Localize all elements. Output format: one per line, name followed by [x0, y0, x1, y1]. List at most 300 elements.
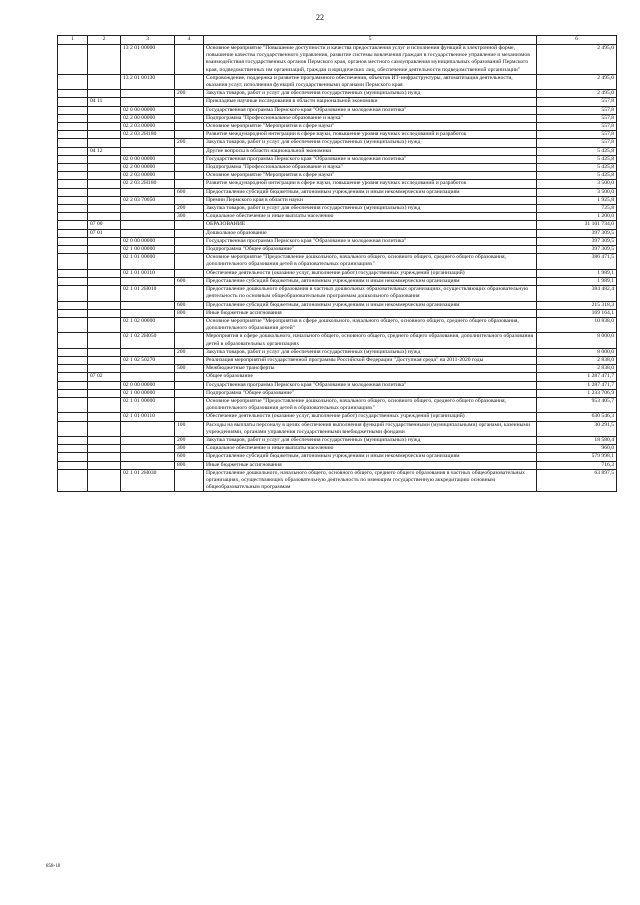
table-row — [58, 356, 617, 364]
section-code-cell — [88, 90, 121, 98]
description-cell: Подпрограмма "Общее образование" — [204, 246, 537, 254]
amount-cell: 557,8 — [537, 131, 617, 139]
col-number-cell — [58, 436, 88, 444]
col-number-cell — [58, 172, 88, 180]
col-number-cell — [58, 365, 88, 373]
expense-type-cell — [175, 317, 204, 332]
description-cell: Государственная программа Пермского края "Образование и молодежная политика" — [204, 381, 537, 389]
section-code-cell — [88, 196, 121, 204]
col-number-cell — [58, 139, 88, 147]
col-number-cell — [58, 254, 88, 269]
table-row — [58, 453, 617, 461]
col-number-cell — [58, 114, 88, 122]
section-code-cell — [88, 356, 121, 364]
table-row — [58, 90, 617, 98]
expense-type-cell — [175, 172, 204, 180]
amount-cell: 1 925,8 — [537, 196, 617, 204]
col-number-cell — [58, 373, 88, 381]
section-code-cell — [88, 254, 121, 269]
expense-type-cell — [175, 356, 204, 364]
expense-type-cell: 200 — [175, 205, 204, 213]
amount-cell: 557,8 — [537, 114, 617, 122]
description-cell: Предоставление субсидий бюджетным, автономным учреждениям и иным некоммерческим организациям — [204, 188, 537, 196]
target-article-cell — [121, 365, 175, 373]
section-code-cell — [88, 397, 121, 412]
amount-cell: 3 500,0 — [537, 180, 617, 188]
amount-cell: 8 000,0 — [537, 333, 617, 348]
table-row — [58, 139, 617, 147]
expense-type-cell — [175, 221, 204, 229]
target-article-cell: 13 2 01 00130 — [121, 74, 175, 89]
amount-cell: 579 998,1 — [537, 453, 617, 461]
amount-cell: 384 482,4 — [537, 286, 617, 301]
table-row — [58, 196, 617, 204]
target-article-cell — [121, 90, 175, 98]
description-cell: Реализация мероприятий государственной программы Российской Федерации "Доступная среда" на 2011-2020 годы — [204, 356, 537, 364]
target-article-cell — [121, 301, 175, 309]
description-cell: Сопровождение, поддержка и развитие программного обеспечения, объектов ИТ-инфраструктуры, автоматизация деятельности, оказания услуг, исполнения функций государственными органами Пермского края — [204, 74, 537, 89]
table-row — [58, 277, 617, 285]
table-row — [58, 74, 617, 89]
expense-type-cell — [175, 389, 204, 397]
description-cell: Иные бюджетные ассигнования — [204, 309, 537, 317]
col-number-cell — [58, 131, 88, 139]
expense-type-cell — [175, 286, 204, 301]
description-cell: Государственная программа Пермского края "Образование и молодежная политика" — [204, 237, 537, 245]
table-row — [58, 164, 617, 172]
expense-type-cell — [175, 373, 204, 381]
table-row — [58, 301, 617, 309]
col-number-cell — [58, 123, 88, 131]
target-article-cell: 02 1 01 00000 — [121, 254, 175, 269]
col-number-cell — [58, 237, 88, 245]
target-article-cell — [121, 205, 175, 213]
expense-type-cell — [175, 98, 204, 106]
header-cell-3: 3 — [121, 36, 175, 45]
description-cell: Социальное обеспечение и иные выплаты населению — [204, 445, 537, 453]
amount-cell: 2 495,0 — [537, 74, 617, 89]
amount-cell: 1 287 471,7 — [537, 373, 617, 381]
table-row — [58, 254, 617, 269]
section-code-cell — [88, 436, 121, 444]
expense-type-cell: 800 — [175, 309, 204, 317]
section-code-cell — [88, 131, 121, 139]
amount-cell: 557,8 — [537, 106, 617, 114]
target-article-cell: 02 0 00 00000 — [121, 106, 175, 114]
target-article-cell: 02 2 00 00000 — [121, 114, 175, 122]
section-code-cell — [88, 114, 121, 122]
col-number-cell — [58, 348, 88, 356]
section-code-cell — [88, 445, 121, 453]
amount-cell: 2 838,0 — [537, 365, 617, 373]
target-article-cell — [121, 213, 175, 221]
description-cell: Другие вопросы в области национальной экономики — [204, 147, 537, 155]
table-row — [58, 180, 617, 188]
section-code-cell — [88, 317, 121, 332]
target-article-cell: 02 1 02 2Н050 — [121, 333, 175, 348]
target-article-cell: 02 2 00 00000 — [121, 164, 175, 172]
col-number-cell — [58, 196, 88, 204]
amount-cell: 63 897,5 — [537, 469, 617, 492]
description-cell: Основное мероприятие "Повышение доступности и качества предоставления услуг и исполнения функций в электронной форме, повышение качества государственного управления, развитие системы вовлечения граждан в государственное управление и механизмов взаимодействия государственных органов Пермского края, органов местного самоуправления муниципальных образований Пермского края, подведомственных им организаций, граждан и юридических лиц, обеспечение деятельности подведомственной организации" — [204, 45, 537, 75]
description-cell: Иные бюджетные ассигнования — [204, 461, 537, 469]
table-row — [58, 155, 617, 163]
description-cell: Основное мероприятие "Предоставление дошкольного, начального общего, основного общего, среднего общего образования, дополнительного образования детей в образовательных организациях" — [204, 254, 537, 269]
description-cell: Закупка товаров, работ и услуг для обеспечения государственных (муниципальных) нужд — [204, 90, 537, 98]
table-row — [58, 413, 617, 421]
description-cell: Основное мероприятие "Мероприятия в сфере дошкольного, начального общего, основного общего, среднего общего образования, дополнительного образования детей" — [204, 317, 537, 332]
table-row — [58, 286, 617, 301]
col-number-cell — [58, 453, 88, 461]
section-code-cell — [88, 309, 121, 317]
table-row — [58, 106, 617, 114]
table-row — [58, 348, 617, 356]
section-code-cell — [88, 237, 121, 245]
table-row — [58, 246, 617, 254]
header-cell-1: 1 — [58, 36, 88, 45]
target-article-cell: 02 1 01 2Н030 — [121, 469, 175, 492]
amount-cell: 1 989,1 — [537, 277, 617, 285]
amount-cell: 1 233 706,9 — [537, 389, 617, 397]
amount-cell: 10 838,0 — [537, 317, 617, 332]
amount-cell: 5 425,8 — [537, 164, 617, 172]
description-cell: Основное мероприятие "Мероприятия в сфере науки" — [204, 172, 537, 180]
col-number-cell — [58, 221, 88, 229]
table-row — [58, 237, 617, 245]
header-cell-6: 6 — [537, 36, 617, 45]
expense-type-cell — [175, 413, 204, 421]
table-row — [58, 389, 617, 397]
col-number-cell — [58, 389, 88, 397]
expense-type-cell: 600 — [175, 301, 204, 309]
expense-type-cell — [175, 469, 204, 492]
col-number-cell — [58, 286, 88, 301]
description-cell: Обеспечение деятельности (оказание услуг, выполнение работ) государственных учреждений (организаций) — [204, 269, 537, 277]
expense-type-cell — [175, 269, 204, 277]
expense-type-cell — [175, 114, 204, 122]
table-row — [58, 98, 617, 106]
target-article-cell: 02 0 00 00000 — [121, 381, 175, 389]
description-cell: Межбюджетные трансферты — [204, 365, 537, 373]
table-row — [58, 397, 617, 412]
expense-type-cell — [175, 45, 204, 75]
amount-cell: 557,8 — [537, 98, 617, 106]
target-article-cell — [121, 147, 175, 155]
amount-cell: 725,8 — [537, 205, 617, 213]
table-row — [58, 317, 617, 332]
table-row — [58, 381, 617, 389]
target-article-cell — [121, 139, 175, 147]
col-number-cell — [58, 421, 88, 436]
expense-type-cell — [175, 74, 204, 89]
amount-cell: 2 495,0 — [537, 45, 617, 75]
section-code-cell — [88, 453, 121, 461]
section-code-cell — [88, 365, 121, 373]
target-article-cell — [121, 229, 175, 237]
expense-type-cell — [175, 164, 204, 172]
amount-cell: 960,0 — [537, 445, 617, 453]
expense-type-cell — [175, 397, 204, 412]
amount-cell: 31 101 734,0 — [537, 221, 617, 229]
table-row — [58, 269, 617, 277]
section-code-cell — [88, 301, 121, 309]
col-number-cell — [58, 106, 88, 114]
expense-type-cell — [175, 106, 204, 114]
section-code-cell — [88, 205, 121, 213]
col-number-cell — [58, 309, 88, 317]
target-article-cell — [121, 445, 175, 453]
target-article-cell: 02 1 00 00000 — [121, 389, 175, 397]
table-row — [58, 123, 617, 131]
target-article-cell: 02 0 00 00000 — [121, 237, 175, 245]
expense-type-cell — [175, 131, 204, 139]
section-code-cell — [88, 246, 121, 254]
section-code-cell — [88, 172, 121, 180]
col-number-cell — [58, 180, 88, 188]
section-code-cell — [88, 155, 121, 163]
section-code-cell — [88, 381, 121, 389]
expense-type-cell: 600 — [175, 277, 204, 285]
section-code-cell — [88, 188, 121, 196]
description-cell: Развитие международной интеграции в сфере науки, повышение уровня научных исследований и разработок — [204, 180, 537, 188]
amount-cell: 3 500,0 — [537, 188, 617, 196]
section-code-cell — [88, 269, 121, 277]
expense-type-cell — [175, 196, 204, 204]
expense-type-cell: 300 — [175, 445, 204, 453]
col-number-cell — [58, 213, 88, 221]
section-code-cell — [88, 277, 121, 285]
section-code-cell — [88, 74, 121, 89]
amount-cell: 397 309,5 — [537, 237, 617, 245]
amount-cell: 386 471,5 — [537, 254, 617, 269]
description-cell: Подпрограмма "Профессиональное образование и наука" — [204, 164, 537, 172]
col-number-cell — [58, 381, 88, 389]
amount-cell: 2 838,0 — [537, 356, 617, 364]
amount-cell: 1 989,1 — [537, 269, 617, 277]
expense-type-cell: 800 — [175, 461, 204, 469]
target-article-cell: 02 2 03 00000 — [121, 123, 175, 131]
description-cell: Мероприятия в сфере дошкольного, начального общего, основного общего, среднего общего образования, дополнительного образования детей в образовательных организациях — [204, 333, 537, 348]
amount-cell: 215 318,3 — [537, 301, 617, 309]
target-article-cell — [121, 461, 175, 469]
expense-type-cell: 200 — [175, 139, 204, 147]
col-number-cell — [58, 205, 88, 213]
section-code-cell: 07 01 — [88, 229, 121, 237]
table-row — [58, 421, 617, 436]
section-code-cell: 04 12 — [88, 147, 121, 155]
table-row — [58, 147, 617, 155]
col-number-cell — [58, 45, 88, 75]
table-row — [58, 205, 617, 213]
target-article-cell: 13 2 01 00000 — [121, 45, 175, 75]
section-code-cell — [88, 106, 121, 114]
table-row — [58, 114, 617, 122]
target-article-cell: 02 1 02 00000 — [121, 317, 175, 332]
target-article-cell: 02 2 03 2Н180 — [121, 180, 175, 188]
expense-type-cell — [175, 333, 204, 348]
description-cell: ОБРАЗОВАНИЕ — [204, 221, 537, 229]
expense-type-cell — [175, 254, 204, 269]
target-article-cell: 02 2 03 70050 — [121, 196, 175, 204]
amount-cell: 30 291,5 — [537, 421, 617, 436]
target-article-cell: 02 2 03 2Н180 — [121, 131, 175, 139]
description-cell: Подпрограмма "Профессиональное образование и наука" — [204, 114, 537, 122]
amount-cell: 5 425,8 — [537, 147, 617, 155]
amount-cell: 5 425,8 — [537, 172, 617, 180]
description-cell: Предоставление дошкольного, начального общего, основного общего, среднего общего образования в частных общеобразовательных организациях, осуществляющих образовательную деятельность по имеющим государственную аккредитацию основным общеобразовательным программам — [204, 469, 537, 492]
table-row — [58, 172, 617, 180]
section-code-cell: 04 11 — [88, 98, 121, 106]
description-cell: Развитие международной интеграции в сфере науки, повышение уровня научных исследований и разработок — [204, 131, 537, 139]
target-article-cell — [121, 221, 175, 229]
description-cell: Обеспечение деятельности (оказание услуг, выполнение работ) государственных учреждений (организаций) — [204, 413, 537, 421]
amount-cell: 2 495,0 — [537, 90, 617, 98]
col-number-cell — [58, 164, 88, 172]
col-number-cell — [58, 469, 88, 492]
section-code-cell — [88, 461, 121, 469]
target-article-cell: 02 2 03 00000 — [121, 172, 175, 180]
footer-code: 858-18 — [46, 864, 61, 869]
table-row — [58, 309, 617, 317]
col-number-cell — [58, 147, 88, 155]
target-article-cell — [121, 98, 175, 106]
description-cell: Предоставление субсидий бюджетным, автономным учреждениям и иным некоммерческим организациям — [204, 301, 537, 309]
section-code-cell — [88, 45, 121, 75]
target-article-cell — [121, 188, 175, 196]
target-article-cell: 02 0 00 00000 — [121, 155, 175, 163]
amount-cell: 169 164,1 — [537, 309, 617, 317]
description-cell: Социальное обеспечение и иные выплаты населению — [204, 213, 537, 221]
description-cell: Подпрограмма "Общее образование" — [204, 389, 537, 397]
description-cell: Предоставление дошкольного образования в частных дошкольных образовательных организациях, осуществляющих образовательную деятельность по основным общеобразовательным программам дошкольного образования — [204, 286, 537, 301]
expense-type-cell: 500 — [175, 365, 204, 373]
amount-cell: 1 287 471,7 — [537, 381, 617, 389]
col-number-cell — [58, 269, 88, 277]
target-article-cell: 02 1 01 2Н010 — [121, 286, 175, 301]
section-code-cell — [88, 348, 121, 356]
target-article-cell — [121, 436, 175, 444]
section-code-cell: 07 02 — [88, 373, 121, 381]
col-number-cell — [58, 461, 88, 469]
expense-type-cell — [175, 147, 204, 155]
col-number-cell — [58, 74, 88, 89]
amount-cell: 557,8 — [537, 139, 617, 147]
target-article-cell: 02 1 01 00110 — [121, 269, 175, 277]
expense-type-cell — [175, 180, 204, 188]
col-number-cell — [58, 445, 88, 453]
description-cell: Премии Пермского края в области науки — [204, 196, 537, 204]
table-row — [58, 213, 617, 221]
description-cell: Закупка товаров, работ и услуг для обеспечения государственных (муниципальных) нужд — [204, 436, 537, 444]
description-cell: Расходы на выплаты персоналу в целях обеспечения выполнения функций государственными (муниципальными) органами, казенными учреждениями, органами управления государственными внебюджетными фондами — [204, 421, 537, 436]
description-cell: Закупка товаров, работ и услуг для обеспечения государственных (муниципальных) нужд — [204, 348, 537, 356]
table-header-row — [58, 36, 617, 45]
section-code-cell — [88, 389, 121, 397]
expense-type-cell — [175, 246, 204, 254]
amount-cell: 953 405,7 — [537, 397, 617, 412]
description-cell: Основное мероприятие "Мероприятия в сфере науки" — [204, 123, 537, 131]
section-code-cell — [88, 413, 121, 421]
section-code-cell — [88, 286, 121, 301]
target-article-cell — [121, 421, 175, 436]
description-cell: Государственная программа Пермского края "Образование и молодежная политика" — [204, 106, 537, 114]
target-article-cell — [121, 453, 175, 461]
budget-table-body — [58, 36, 617, 492]
amount-cell: 8 000,0 — [537, 348, 617, 356]
section-code-cell — [88, 333, 121, 348]
description-cell: Дошкольное образование — [204, 229, 537, 237]
page-number: 22 — [316, 13, 324, 22]
section-code-cell — [88, 421, 121, 436]
header-cell-4: 4 — [175, 36, 204, 45]
col-number-cell — [58, 98, 88, 106]
col-number-cell — [58, 413, 88, 421]
col-number-cell — [58, 229, 88, 237]
target-article-cell: 02 1 02 50270 — [121, 356, 175, 364]
budget-table — [57, 35, 617, 492]
table-row — [58, 469, 617, 492]
table-row — [58, 436, 617, 444]
table-row — [58, 445, 617, 453]
description-cell: Закупка товаров, работ и услуг для обеспечения государственных (муниципальных) нужд — [204, 139, 537, 147]
section-code-cell — [88, 180, 121, 188]
expense-type-cell — [175, 229, 204, 237]
expense-type-cell: 200 — [175, 90, 204, 98]
description-cell: Закупка товаров, работ и услуг для обеспечения государственных (муниципальных) нужд — [204, 205, 537, 213]
description-cell: Основное мероприятие "Предоставление дошкольного, начального общего, основного общего, среднего общего образования, дополнительного образования детей в образовательных организациях" — [204, 397, 537, 412]
expense-type-cell: 600 — [175, 188, 204, 196]
table-row — [58, 221, 617, 229]
target-article-cell: 02 1 01 00110 — [121, 413, 175, 421]
target-article-cell — [121, 348, 175, 356]
col-number-cell — [58, 317, 88, 332]
col-number-cell — [58, 188, 88, 196]
table-row — [58, 461, 617, 469]
expense-type-cell: 200 — [175, 348, 204, 356]
target-article-cell — [121, 277, 175, 285]
target-article-cell — [121, 373, 175, 381]
table-row — [58, 333, 617, 348]
description-cell: Государственная программа Пермского края "Образование и молодежная политика" — [204, 155, 537, 163]
description-cell: Общее образование — [204, 373, 537, 381]
expense-type-cell — [175, 123, 204, 131]
target-article-cell — [121, 309, 175, 317]
table-row — [58, 365, 617, 373]
amount-cell: 1 200,0 — [537, 213, 617, 221]
section-code-cell: 07 00 — [88, 221, 121, 229]
expense-type-cell — [175, 237, 204, 245]
table-row — [58, 188, 617, 196]
target-article-cell: 02 1 00 00000 — [121, 246, 175, 254]
amount-cell: 397 309,5 — [537, 229, 617, 237]
amount-cell: 716,3 — [537, 461, 617, 469]
header-cell-2: 2 — [88, 36, 121, 45]
expense-type-cell: 200 — [175, 436, 204, 444]
expense-type-cell: 300 — [175, 213, 204, 221]
amount-cell: 18 580,4 — [537, 436, 617, 444]
header-cell-5: 5 — [204, 36, 537, 45]
description-cell: Предоставление субсидий бюджетным, автономным учреждениям и иным некоммерческим организациям — [204, 277, 537, 285]
col-number-cell — [58, 301, 88, 309]
col-number-cell — [58, 90, 88, 98]
table-row — [58, 131, 617, 139]
section-code-cell — [88, 123, 121, 131]
col-number-cell — [58, 155, 88, 163]
col-number-cell — [58, 246, 88, 254]
section-code-cell — [88, 469, 121, 492]
description-cell: Предоставление субсидий бюджетным, автономным учреждениям и иным некоммерческим организациям — [204, 453, 537, 461]
amount-cell: 397 309,5 — [537, 246, 617, 254]
